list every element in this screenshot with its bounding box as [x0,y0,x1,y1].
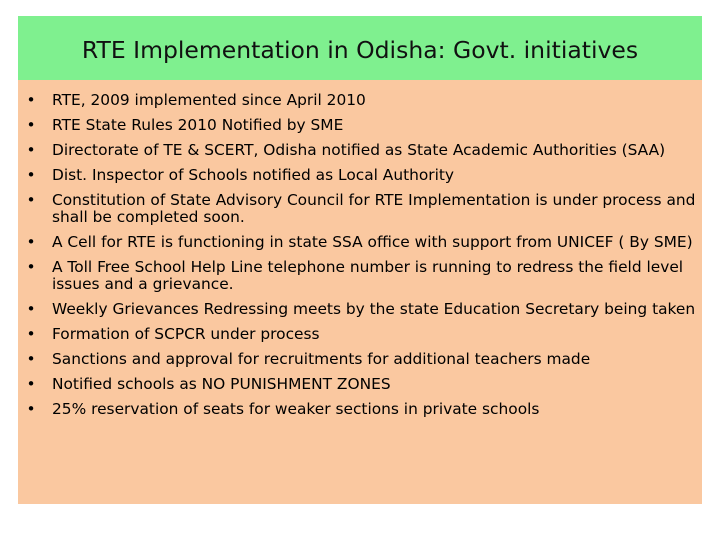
content-panel [18,80,702,504]
bullet-item [24,234,698,251]
bullet-item [24,376,698,393]
bullet-text: Formation of SCPCR under process [52,324,320,343]
bullet-item [24,301,698,318]
bullet-text: RTE, 2009 implemented since April 2010 [52,91,366,109]
bullet-item [24,401,698,418]
bullet-icon: • [26,116,36,135]
bullet-text: Dist. Inspector of Schools notified as Local Authority [52,166,455,185]
bullet-icon: • [26,349,36,368]
bullet-text: 25% reservation of seats for weaker sections in private schools [52,400,540,419]
bullet-item [24,167,698,184]
bullet-icon: • [26,324,36,343]
bullet-icon: • [26,191,36,210]
slide-title: RTE Implementation in Odisha: Govt. initiatives [81,36,639,64]
bullet-icon: • [26,258,36,277]
bullet-item [24,259,698,292]
bullet-text: RTE State Rules 2010 Notified by SME [52,116,344,135]
bullet-text: Weekly Grievances Redressing meets by the state Education Secretary being taken [52,299,696,318]
bullet-item [24,92,698,109]
title-bar [18,16,702,80]
bullet-icon: • [26,232,36,251]
bullet-item [24,117,698,134]
bullet-text: Constitution of State Advisory Council for RTE Implementation is under process and shall be completed soon. [52,191,696,226]
bullet-text: Notified schools as NO PUNISHMENT ZONES [52,374,391,393]
bullet-item [24,351,698,368]
bullet-icon: • [26,91,36,109]
bullet-icon: • [26,141,36,160]
bullet-item [24,326,698,343]
bullet-text: A Toll Free School Help Line telephone number is running to redress the field level issues and a grievance. [52,258,684,293]
bullet-icon: • [26,299,36,318]
bullet-item [24,192,698,225]
bullet-icon: • [26,400,36,419]
bullet-text: Directorate of TE & SCERT, Odisha notified as State Academic Authorities (SAA) [52,141,666,160]
bullet-text: Sanctions and approval for recruitments for additional teachers made [52,349,591,368]
bullet-text: A Cell for RTE is functioning in state SSA office with support from UNICEF ( By SME) [52,232,693,251]
bullet-item [24,142,698,159]
bullet-list [18,80,702,418]
bullet-icon: • [26,374,36,393]
bullet-icon: • [26,166,36,185]
